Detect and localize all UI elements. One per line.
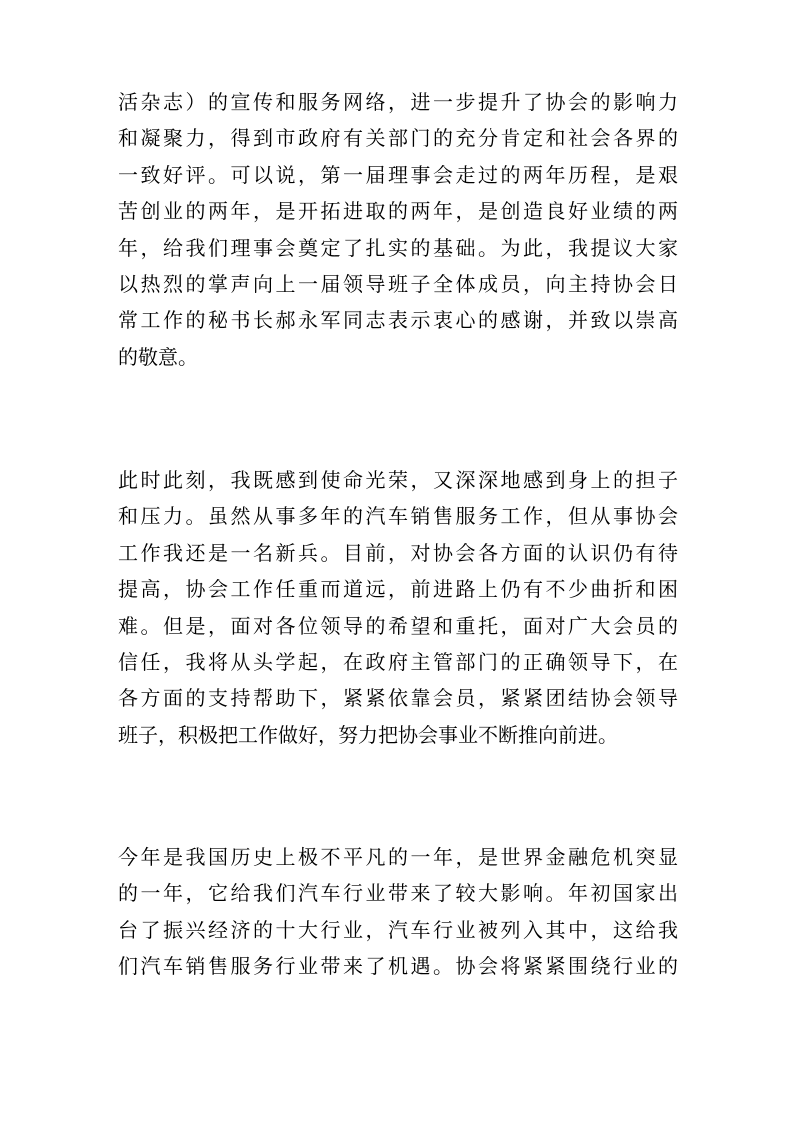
paragraph-1 (118, 84, 678, 375)
text-line: 常工作的秘书长郝永军同志表示衷心的感谢，并致以崇高 (118, 308, 678, 333)
paragraph-3 (118, 839, 678, 985)
text-line: 此时此刻，我既感到使命光荣，又深深地感到身上的担子 (118, 468, 678, 492)
text-line: 难。但是，面对各位领导的希望和重托，面对广大会员的 (118, 613, 678, 638)
text-line: 苦创业的两年，是开拓进取的两年，是创造良好业绩的两 (118, 199, 678, 224)
text-line: 今年是我国历史上极不平凡的一年，是世界金融危机突显 (118, 845, 678, 869)
text-line: 和凝聚力，得到市政府有关部门的充分肯定和社会各界的 (118, 126, 678, 151)
text-line: 的一年，它给我们汽车行业带来了较大影响。年初国家出 (118, 881, 678, 906)
text-line: 各方面的支持帮助下，紧紧依靠会员，紧紧团结协会领导 (118, 686, 678, 711)
text-line: 以热烈的掌声向上一届领导班子全体成员，向主持协会日 (118, 271, 678, 296)
text-line: 的敬意。 (118, 344, 198, 369)
text-line: 一致好评。可以说，第一届理事会走过的两年历程，是艰 (118, 162, 678, 187)
text-line: 台了振兴经济的十大行业，汽车行业被列入其中，这给我 (118, 917, 678, 942)
text-line: 和压力。虽然从事多年的汽车销售服务工作，但从事协会 (118, 504, 678, 529)
text-line: 信任，我将从头学起，在政府主管部门的正确领导下，在 (118, 649, 678, 674)
paragraph-2 (118, 462, 678, 753)
text-line: 年，给我们理事会奠定了扎实的基础。为此，我提议大家 (118, 235, 678, 260)
text-line: 提高，协会工作任重而道远，前进路上仍有不少曲折和困 (118, 577, 678, 602)
text-line: 们汽车销售服务行业带来了机遇。协会将紧紧围绕行业的 (118, 954, 678, 979)
text-line: 工作我还是一名新兵。目前，对协会各方面的认识仍有待 (118, 540, 678, 565)
text-line: 活杂志）的宣传和服务网络，进一步提升了协会的影响力 (118, 90, 678, 114)
text-line: 班子，积极把工作做好，努力把协会事业不断推向前进。 (118, 722, 618, 747)
